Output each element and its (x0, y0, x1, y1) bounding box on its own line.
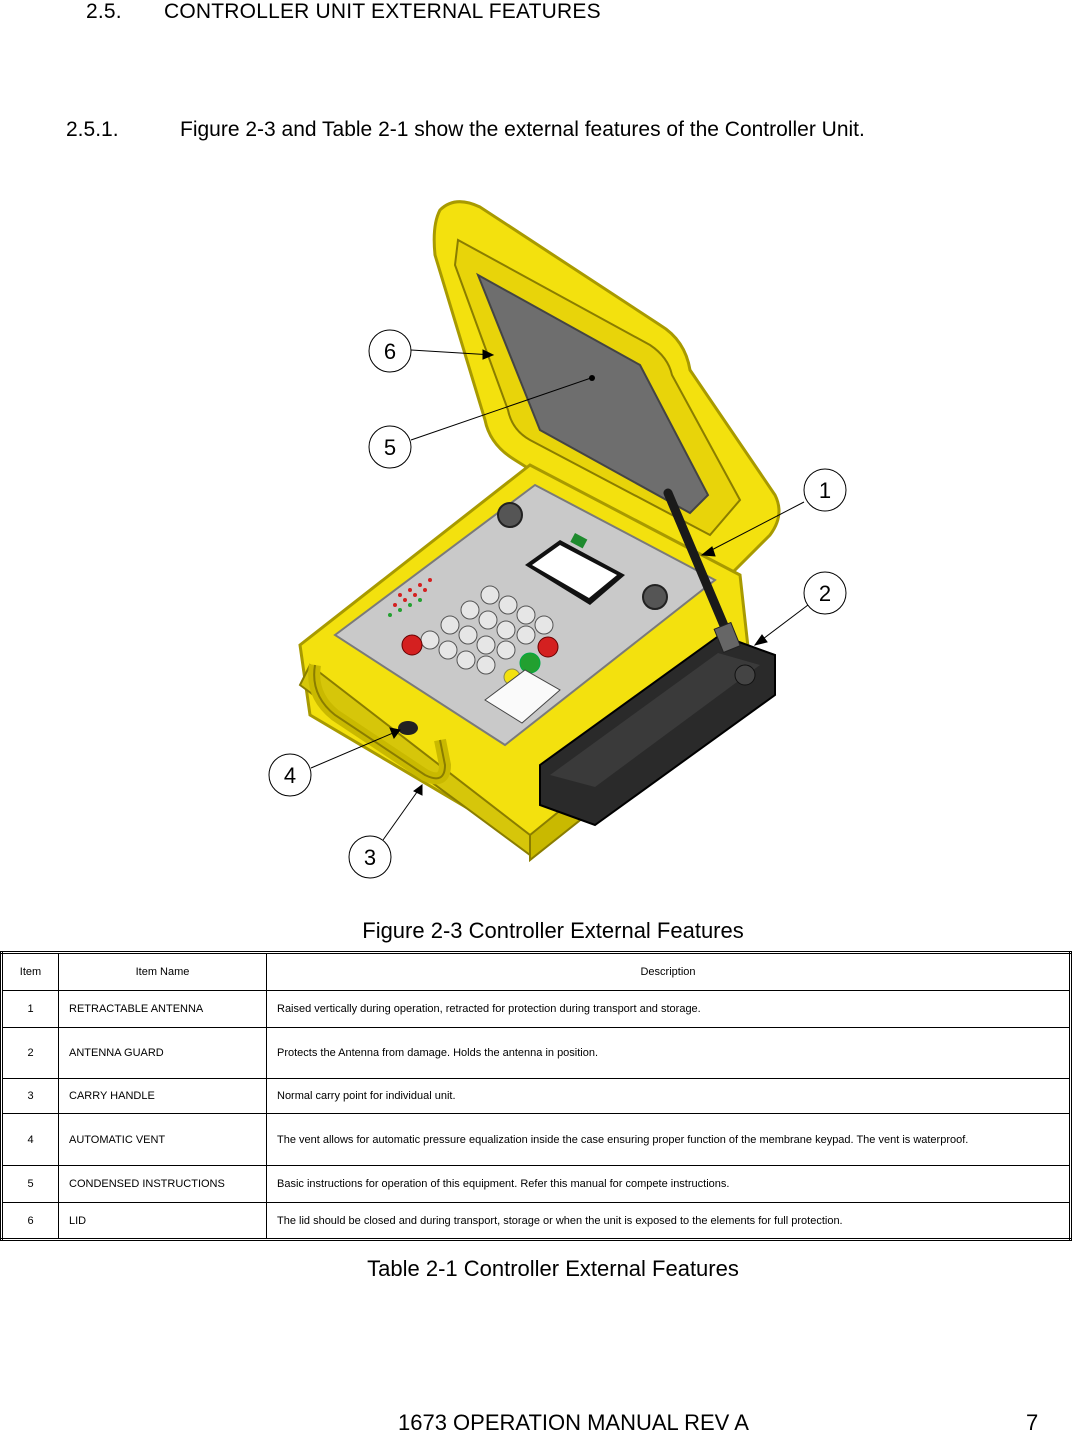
row-description: Raised vertically during operation, retracted for protection during transport and storage. (267, 991, 1071, 1028)
row-description: Protects the Antenna from damage. Holds the antenna in position. (267, 1028, 1071, 1079)
table-row (2, 991, 1071, 1028)
callout-1: 1 (818, 478, 832, 503)
row-name: CARRY HANDLE (59, 1079, 267, 1114)
page-number: 7 (1026, 1410, 1039, 1435)
callout-5: 5 (383, 435, 397, 460)
row-name: LID (59, 1203, 267, 1240)
row-item: 4 (2, 1114, 59, 1166)
row-description: The vent allows for automatic pressure equalization inside the case ensuring proper function of the membrane keypad. The vent is waterproof. (267, 1114, 1071, 1166)
footer-title: 1673 OPERATION MANUAL REV A (398, 1410, 749, 1435)
callout-4: 4 (283, 763, 297, 788)
paragraph-number: 2.5.1. (66, 118, 119, 141)
controller-illustration (240, 195, 870, 885)
controller-figure (240, 195, 870, 885)
row-name: AUTOMATIC VENT (59, 1114, 267, 1166)
figure-caption: Figure 2-3 Controller External Features (362, 918, 744, 943)
header-item-name: Item Name (59, 953, 267, 991)
table-row (2, 1114, 1071, 1166)
section-number: 2.5. (86, 0, 122, 23)
row-item: 2 (2, 1028, 59, 1079)
table-row (2, 1203, 1071, 1240)
row-description: The lid should be closed and during transport, storage or when the unit is exposed to the elements for full protection. (267, 1203, 1071, 1240)
header-description: Description (267, 953, 1071, 991)
section-title: CONTROLLER UNIT EXTERNAL FEATURES (164, 0, 601, 23)
callout-3: 3 (363, 845, 377, 870)
row-item: 1 (2, 991, 59, 1028)
callout-2: 2 (818, 581, 832, 606)
row-item: 3 (2, 1079, 59, 1114)
table-row (2, 1079, 1071, 1114)
header-item: Item (2, 953, 59, 991)
section-heading (86, 0, 601, 24)
row-description: Normal carry point for individual unit. (267, 1079, 1071, 1114)
callout-6: 6 (383, 339, 397, 364)
table-row (2, 1166, 1071, 1203)
row-name: RETRACTABLE ANTENNA (59, 991, 267, 1028)
table-header-row (2, 953, 1071, 991)
row-description: Basic instructions for operation of this equipment. Refer this manual for compete instructions. (267, 1166, 1071, 1203)
paragraph-2-5-1 (66, 118, 865, 142)
row-item: 6 (2, 1203, 59, 1240)
row-item: 5 (2, 1166, 59, 1203)
table-row (2, 1028, 1071, 1079)
table-caption: Table 2-1 Controller External Features (367, 1256, 739, 1281)
row-name: ANTENNA GUARD (59, 1028, 267, 1079)
features-table (0, 951, 1072, 1241)
paragraph-text: Figure 2-3 and Table 2-1 show the external features of the Controller Unit. (180, 118, 865, 141)
row-name: CONDENSED INSTRUCTIONS (59, 1166, 267, 1203)
